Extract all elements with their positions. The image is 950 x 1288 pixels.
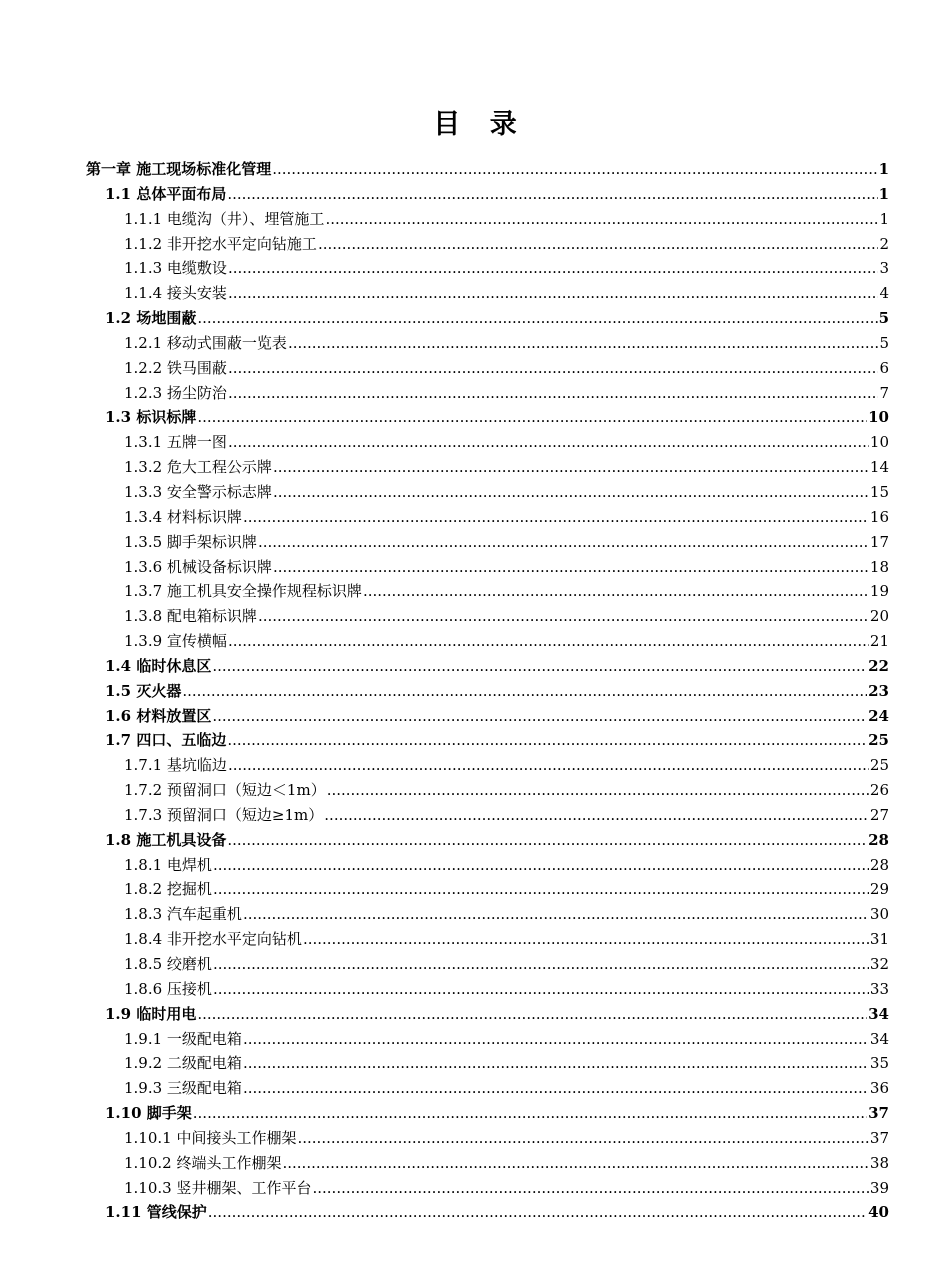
dot-leader [243,1076,869,1101]
toc-entry[interactable] [86,1027,889,1052]
toc-entry[interactable] [86,877,889,902]
toc-entry-page-number: 10 [869,433,889,452]
dot-leader [273,555,869,580]
toc-entry[interactable] [86,1176,889,1201]
toc-entry-page-number: 4 [879,284,889,303]
toc-entry-label: 1.6 材料放置区 [105,706,212,725]
dot-leader [182,679,867,704]
toc-entry-label: 1.3.4 材料标识牌 [124,507,242,526]
toc-entry-page-number: 16 [869,507,889,526]
dot-leader [213,952,869,977]
dot-leader [228,281,879,306]
toc-entry-page-number: 19 [869,582,889,601]
toc-entry-page-number: 25 [869,756,889,775]
toc-entry-label: 1.7.3 预留洞口（短边≥1m） [124,805,324,824]
dot-leader [324,803,869,828]
toc-entry-label: 1.7.1 基坑临边 [124,756,227,775]
toc-entry-label: 1.1 总体平面布局 [105,184,227,203]
dot-leader [212,704,867,729]
toc-entry[interactable] [86,1002,889,1027]
toc-entry-page-number: 36 [869,1079,889,1098]
dot-leader [258,604,869,629]
dot-leader [227,182,877,207]
dot-leader [228,356,879,381]
dot-leader [243,1051,869,1076]
toc-entry-label: 1.9.1 一级配电箱 [124,1029,242,1048]
toc-entry-label: 1.4 临时休息区 [105,656,212,675]
toc-entry-label: 1.9 临时用电 [105,1004,197,1023]
toc-entry[interactable] [86,381,889,406]
toc-entry-label: 1.3 标识标牌 [105,408,197,427]
toc-entry[interactable] [86,629,889,654]
toc-entry[interactable] [86,604,889,629]
toc-entry-page-number: 3 [879,259,889,278]
dot-leader [228,381,879,406]
toc-entry-label: 1.8.1 电焊机 [124,855,212,874]
toc-entry-label: 1.9.3 三级配电箱 [124,1079,242,1098]
dot-leader [273,480,869,505]
dot-leader [228,753,869,778]
dot-leader [197,306,877,331]
toc-entry-label: 1.10.1 中间接头工作棚架 [124,1128,297,1147]
toc-entry-label: 1.3.9 宣传横幅 [124,632,227,651]
toc-entry-page-number: 40 [868,1203,889,1222]
toc-entry-page-number: 38 [869,1153,889,1172]
toc-entry-page-number: 6 [879,358,889,377]
toc-entry-label: 1.3.3 安全警示标志牌 [124,482,272,501]
dot-leader [228,256,879,281]
toc-entry[interactable] [86,405,889,430]
toc-entry[interactable] [86,505,889,530]
dot-leader [327,778,869,803]
toc-entry[interactable] [86,1101,889,1126]
toc-entry[interactable] [86,256,889,281]
toc-entry[interactable] [86,1200,889,1225]
toc-entry-label: 1.10.2 终端头工作棚架 [124,1153,282,1172]
toc-entry[interactable] [86,182,889,207]
toc-entry-page-number: 28 [869,855,889,874]
toc-entry[interactable] [86,480,889,505]
toc-entry-label: 1.1.1 电缆沟（井）、埋管施工 [124,209,325,228]
dot-leader [197,1002,867,1027]
toc-entry[interactable] [86,281,889,306]
toc-entry-page-number: 1 [879,209,889,228]
toc-entry-label: 1.9.2 二级配电箱 [124,1054,242,1073]
toc-entry[interactable] [86,1051,889,1076]
dot-leader [297,1126,868,1151]
toc-entry-page-number: 26 [869,781,889,800]
toc-entry-page-number: 37 [869,1128,889,1147]
toc-entry[interactable] [86,952,889,977]
toc-entry-page-number: 20 [869,607,889,626]
toc-entry-page-number: 28 [868,830,889,849]
dot-leader [227,828,867,853]
toc-entry-page-number: 18 [869,557,889,576]
table-of-contents [86,157,889,1225]
page-title: 目 录 [433,109,527,140]
toc-entry-label: 1.7 四口、五临边 [105,731,227,750]
toc-entry[interactable] [86,753,889,778]
toc-entry[interactable] [86,579,889,604]
toc-entry[interactable] [86,902,889,927]
toc-entry-label: 1.2.3 扬尘防治 [124,383,227,402]
toc-entry-page-number: 35 [869,1054,889,1073]
toc-entry-page-number: 14 [869,458,889,477]
dot-leader [228,629,869,654]
dot-leader [282,1151,868,1176]
toc-entry-label: 1.3.6 机械设备标识牌 [124,557,272,576]
toc-entry[interactable] [86,1076,889,1101]
toc-entry-page-number: 30 [869,905,889,924]
toc-entry-page-number: 31 [869,930,889,949]
toc-entry-label: 1.2.1 移动式围蔽一览表 [124,333,287,352]
dot-leader [213,853,869,878]
dot-leader [213,877,869,902]
toc-entry-label: 1.8.5 绞磨机 [124,955,212,973]
dot-leader [303,927,869,952]
toc-entry[interactable] [86,555,889,580]
toc-entry-page-number: 34 [869,1029,889,1048]
toc-entry-page-number: 29 [869,880,889,899]
toc-entry-page-number: 32 [869,955,889,973]
toc-entry-label: 1.5 灭火器 [105,681,182,700]
toc-entry[interactable] [86,654,889,679]
toc-entry[interactable] [86,927,889,952]
toc-entry[interactable] [86,207,889,232]
toc-entry-page-number: 17 [869,532,889,551]
toc-entry-page-number: 5 [878,309,889,328]
toc-entry-label: 1.8.4 非开挖水平定向钻机 [124,930,302,949]
toc-entry-page-number: 5 [879,333,889,352]
toc-entry-label: 1.3.5 脚手架标识牌 [124,532,257,551]
toc-entry-page-number: 21 [869,632,889,651]
toc-entry-page-number: 25 [868,731,889,750]
toc-entry-page-number: 37 [868,1104,889,1123]
toc-entry[interactable] [86,1151,889,1176]
toc-entry-page-number: 10 [868,408,889,427]
toc-entry[interactable] [86,1126,889,1151]
dot-leader [243,1027,869,1052]
dot-leader [258,530,869,555]
toc-entry-page-number: 15 [869,482,889,501]
toc-entry-label: 1.8.3 汽车起重机 [124,905,242,924]
toc-entry[interactable] [86,704,889,729]
toc-entry-label: 1.2.2 铁马围蔽 [124,358,227,377]
toc-entry[interactable] [86,157,889,182]
toc-entry[interactable] [86,977,889,1002]
toc-entry-label: 1.1.3 电缆敷设 [124,259,227,278]
toc-entry[interactable] [86,430,889,455]
toc-entry-page-number: 1 [878,160,889,178]
dot-leader [212,654,867,679]
toc-entry[interactable] [86,331,889,356]
toc-entry[interactable] [86,679,889,704]
dot-leader [227,728,867,753]
toc-entry-page-number: 23 [868,681,889,700]
toc-entry-label: 1.3.8 配电箱标识牌 [124,607,257,626]
toc-entry[interactable] [86,778,889,803]
toc-entry[interactable] [86,828,889,853]
toc-entry-page-number: 22 [868,656,889,675]
toc-entry[interactable] [86,853,889,878]
toc-entry[interactable] [86,530,889,555]
toc-entry-page-number: 2 [879,234,889,253]
dot-leader [208,1200,867,1225]
toc-entry[interactable] [86,232,889,257]
toc-entry[interactable] [86,455,889,480]
toc-entry-label: 1.10.3 竖井棚架、工作平台 [124,1178,312,1197]
dot-leader [228,430,869,455]
toc-entry-label: 1.7.2 预留洞口（短边＜1m） [124,781,326,800]
toc-entry-label: 第一章 施工现场标准化管理 [86,160,272,178]
toc-entry-label: 1.8 施工机具设备 [105,830,227,849]
dot-leader [363,579,869,604]
toc-entry-label: 1.1.4 接头安装 [124,284,227,303]
dot-leader [312,1176,868,1201]
toc-entry-page-number: 39 [869,1178,889,1197]
toc-entry-label: 1.10 脚手架 [105,1104,192,1123]
dot-leader [325,207,878,232]
dot-leader [193,1101,867,1126]
toc-entry[interactable] [86,728,889,753]
toc-entry-label: 1.8.6 压接机 [124,979,212,998]
dot-leader [318,232,879,257]
toc-entry[interactable] [86,803,889,828]
dot-leader [273,455,869,480]
toc-entry-label: 1.3.2 危大工程公示牌 [124,458,272,477]
toc-entry-label: 1.3.1 五牌一图 [124,433,227,452]
dot-leader [288,331,879,356]
toc-entry[interactable] [86,306,889,331]
toc-entry-label: 1.1.2 非开挖水平定向钻施工 [124,234,317,253]
toc-entry-label: 1.8.2 挖掘机 [124,880,212,899]
toc-entry-label: 1.11 管线保护 [105,1203,207,1222]
toc-entry-label: 1.3.7 施工机具安全操作规程标识牌 [124,582,362,601]
dot-leader [213,977,869,1002]
dot-leader [243,505,869,530]
dot-leader [272,157,877,182]
toc-entry-page-number: 1 [878,184,889,203]
toc-entry-page-number: 27 [869,805,889,824]
toc-entry-page-number: 34 [868,1004,889,1023]
toc-entry-page-number: 33 [869,979,889,998]
dot-leader [197,405,867,430]
toc-entry-label: 1.2 场地围蔽 [105,309,197,328]
toc-entry-page-number: 24 [868,706,889,725]
toc-entry-page-number: 7 [879,383,889,402]
toc-entry[interactable] [86,356,889,381]
dot-leader [243,902,869,927]
